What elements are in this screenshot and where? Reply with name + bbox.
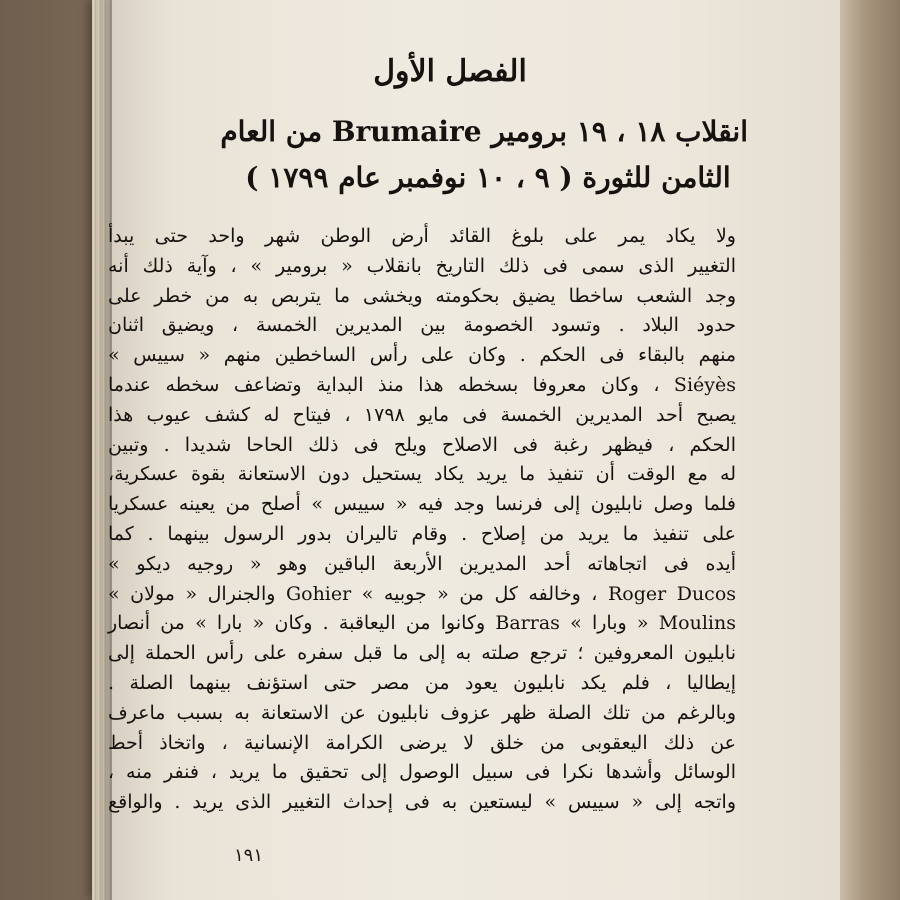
body-line: Moulins « وبارا » Barras وكانوا من اليعاقبة . وكان « بارا » من أنصار	[108, 612, 736, 635]
chapter-title-line: الثامن للثورة ( ٩ ، ١٠ نوفمبر عام ١٧٩٩ )	[245, 161, 731, 194]
body-line: الحكم ، فيظهر رغبة فى الاصلاح ويلح فى ذلك الحاحا شديدا . وتبين	[108, 433, 736, 456]
body-line: له مع الوقت أن تنفيذ ما يريد يكاد يستحيل دون الاستعانة بقوة عسكرية،	[108, 463, 736, 486]
body-line: عن ذلك اليعقوبى من خلق لا يرضى الكرامة الإنسانية ، واتخاذ أحط	[108, 731, 736, 754]
body-line: نابليون المعروفين ؛ ترجع صلته به إلى ما قبل سفره على رأس الحملة إلى	[108, 642, 736, 665]
page-number: ١٩١	[234, 845, 264, 866]
body-line: يصبح أحد المديرين الخمسة فى مايو ١٧٩٨ ، فيتاح له كشف عيوب هذا	[108, 403, 736, 426]
body-line: منهم بالبقاء فى الحكم . وكان على رأس الساخطين منهم « سييس »	[108, 344, 736, 367]
body-line: التغيير الذى سمى فى ذلك التاريخ بانقلاب « برومير » ، وآية ذلك أنه	[108, 254, 736, 277]
body-line: وجد الشعب ساخطا يضيق بحكومته ويخشى ما يتربص به من خطر على	[108, 284, 736, 307]
body-line: ولا يكاد يمر على بلوغ القائد أرض الوطن شهر واحد حتى يبدأ	[108, 225, 736, 247]
body-line: حدود البلاد . وتسود الخصومة بين المديرين الخمسة ، ويضيق اثنان	[108, 314, 736, 337]
body-line: إيطاليا ، فلم يكد نابليون يعود من مصر حتى استؤنف بينهما الصلة .	[108, 672, 736, 694]
chapter-title-line: انقلاب ١٨ ، ١٩ برومير Brumaire من العام	[220, 115, 748, 148]
body-line: وبالرغم من تلك الصلة ظهر عزوف نابليون عن الاستعانة به بسبب ماعرف	[108, 701, 736, 724]
chapter-heading: الفصل الأول	[373, 54, 527, 89]
body-line: Siéyès ، وكان معروفا بسخطه هذا منذ البداية وتضاعف سخطه عندما	[108, 374, 736, 396]
body-line: على تنفيذ ما يريد من إصلاح . وقام تاليران بدور الرسول بينهما . كما	[108, 523, 736, 545]
body-line: أيده فى اتجاهاته أحد المديرين الأربعة الباقين وهو « روجيه ديكو »	[108, 552, 736, 575]
body-line: الوسائل وأشدها نكرا فى سبيل الوصول إلى تحقيق ما يريد ، فنفر منه ،	[108, 761, 736, 784]
body-line: واتجه إلى « سييس » ليستعين به فى إحداث التغيير الذى يريد . والواقع	[108, 791, 736, 814]
body-line: Roger Ducos ، وخالفه كل من « جوبيه » Gohier والجنرال « مولان »	[108, 582, 737, 605]
body-line: فلما وصل نابليون إلى فرنسا وجد فيه « سييس » أصلح من يعينه عسكريا	[108, 493, 736, 516]
